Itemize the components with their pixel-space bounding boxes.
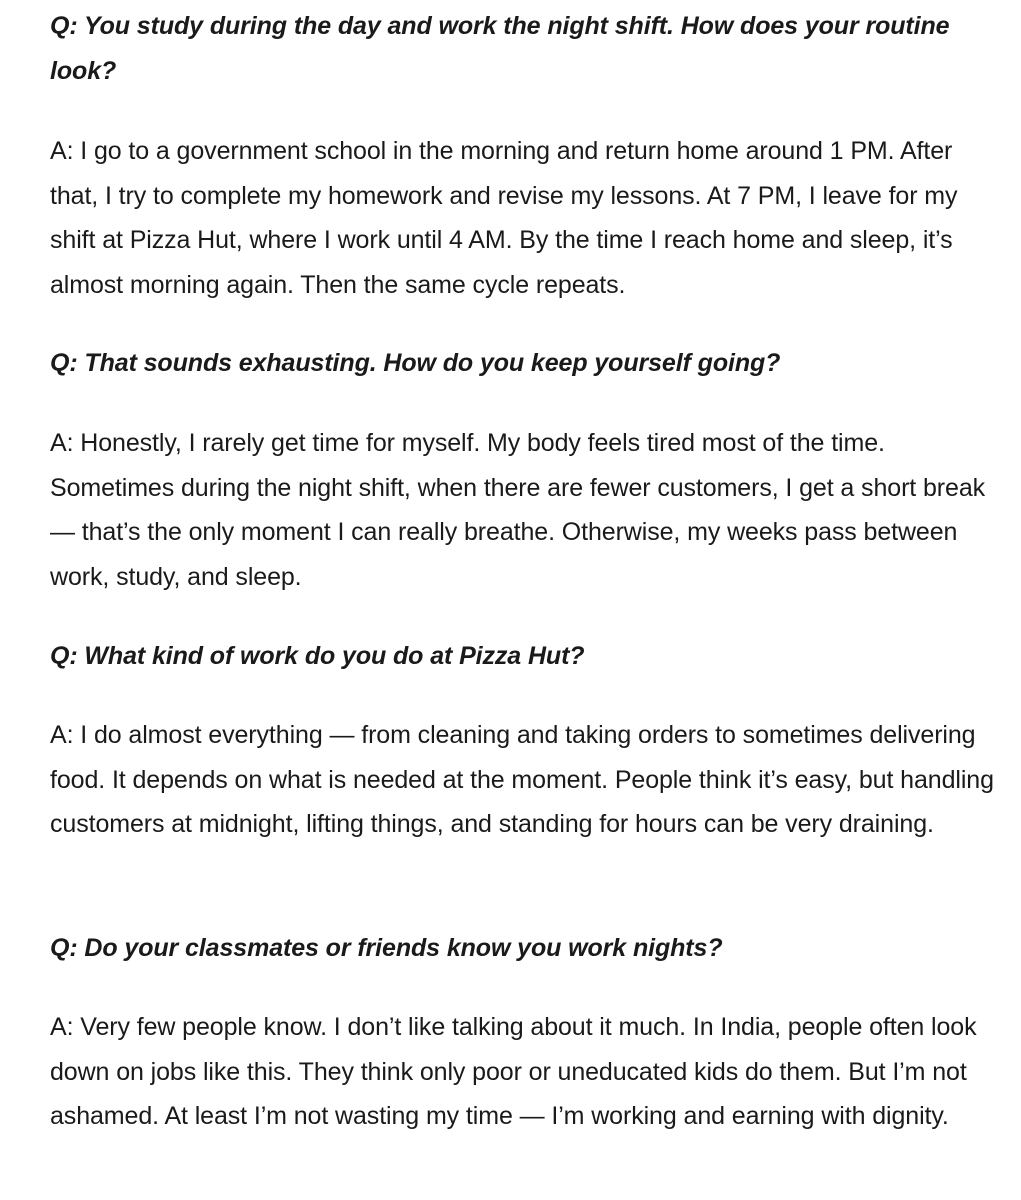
interview-question-2: Q: That sounds exhausting. How do you keep yourself going? xyxy=(50,349,781,377)
interview-answer-3: A: I do almost everything — from cleaning and taking orders to sometimes delivering food. It depends on what is needed at the moment. People think it’s easy, but handling customers at midnight, lifting things, and standing for hours can be very draining. xyxy=(50,721,994,839)
interview-answer-2: A: Honestly, I rarely get time for myself. My body feels tired most of the time. Sometimes during the night shift, when there are fewer customers, I get a short break — that’s the only moment I can really breathe. Otherwise, my weeks pass between work, study, and sleep. xyxy=(50,429,986,592)
interview-answer-4: A: Very few people know. I don’t like talking about it much. In India, people often look down on jobs like this. They think only poor or uneducated kids do them. But I’m not ashamed. At least I’m not wasting my time — I’m working and earning with dignity. xyxy=(50,1013,977,1131)
interview-question-4: Q: Do your classmates or friends know you work nights? xyxy=(50,934,723,962)
interview-answer-1: A: I go to a government school in the morning and return home around 1 PM. After that, I try to complete my homework and revise my lessons. At 7 PM, I leave for my shift at Pizza Hut, where I work until 4 AM. By the time I reach home and sleep, it’s almost morning again. Then the same cycle repeats. xyxy=(50,137,958,300)
interview-question-3: Q: What kind of work do you do at Pizza Hut? xyxy=(50,642,585,670)
interview-question-1: Q: You study during the day and work the night shift. How does your routine look? xyxy=(50,12,950,85)
